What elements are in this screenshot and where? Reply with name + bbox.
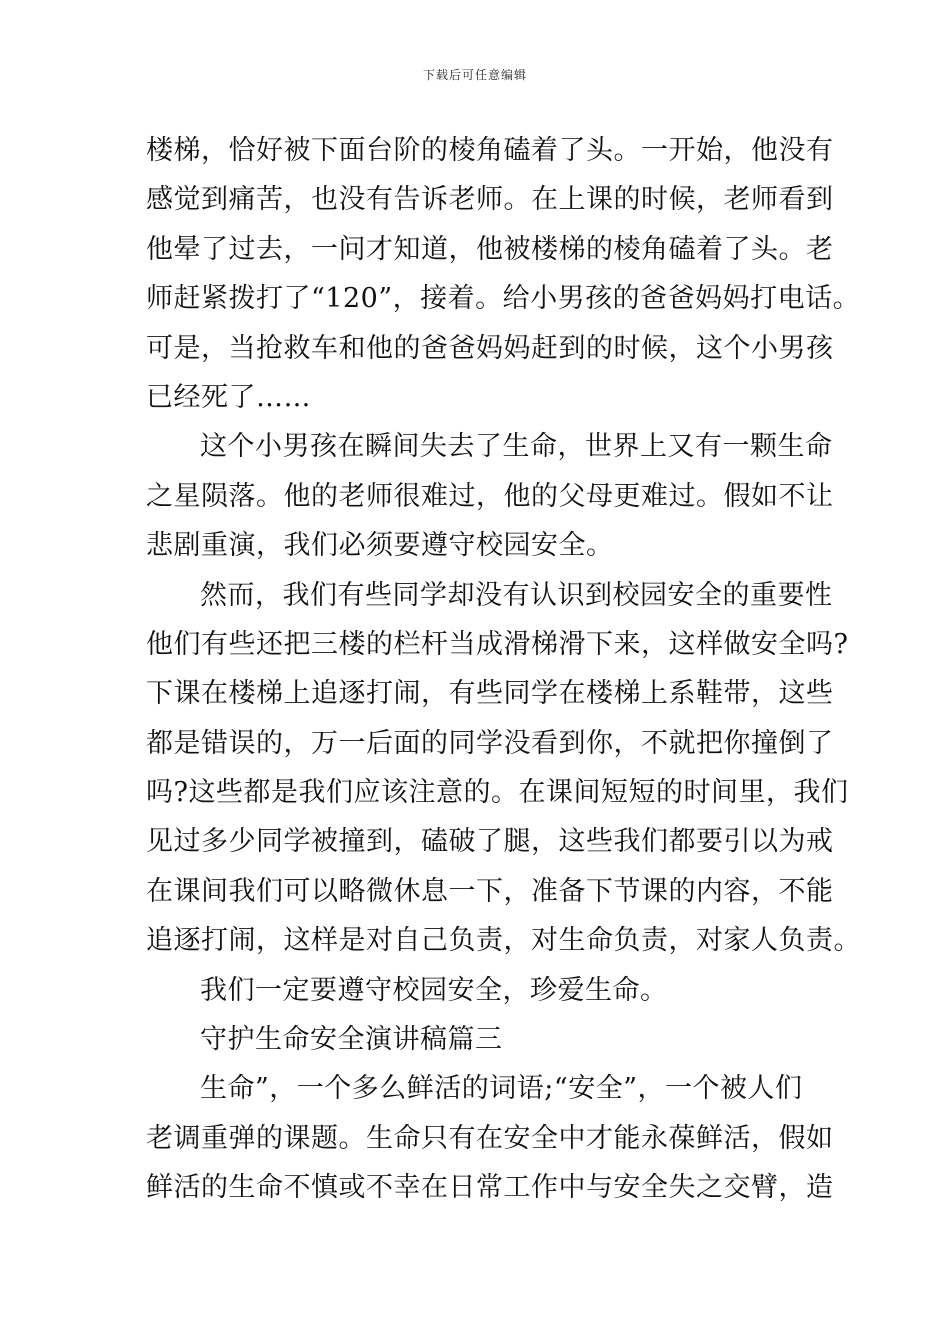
text-line: 他晕了过去，一问才知道，他被楼梯的棱角磕着了头。老 <box>146 233 834 265</box>
text-line: 之星陨落。他的老师很难过，他的父母更难过。假如不让 <box>146 480 834 512</box>
text-line: 鲜活的生命不慎或不幸在日常工作中与安全失之交臂，造 <box>146 1172 834 1204</box>
text-line: 在课间我们可以略微休息一下，准备下节课的内容，不能 <box>146 875 834 907</box>
text-line: 可是，当抢救车和他的爸爸妈妈赶到的时候，这个小男孩 <box>146 332 834 364</box>
text-line: 见过多少同学被撞到，磕破了腿，这些我们都要引以为戒 <box>146 826 834 858</box>
paragraph-start-line: 这个小男孩在瞬间失去了生命，世界上又有一颗生命 <box>200 431 833 463</box>
text-line: 感觉到痛苦，也没有告诉老师。在上课的时候，老师看到 <box>146 184 834 216</box>
page-header: 下载后可任意编辑 <box>422 68 527 82</box>
paragraph-start-line: 然而，我们有些同学却没有认识到校园安全的重要性 <box>200 579 833 611</box>
text-line: 下课在楼梯上追逐打闹，有些同学在楼梯上系鞋带，这些 <box>146 678 834 710</box>
paragraph-start-line: 生命”，一个多么鲜活的词语;“安全”，一个被人们 <box>200 1073 803 1105</box>
body-text <box>146 126 861 1213</box>
text-line: 追逐打闹，这样是对自己负责，对生命负责，对家人负责。 <box>146 925 861 957</box>
paragraph-start-line: 我们一定要遵守校园安全，珍爱生命。 <box>200 974 668 1006</box>
text-line: 师赶紧拨打了“120”，接着。给小男孩的爸爸妈妈打电话。 <box>146 283 861 315</box>
text-line: 已经死了…… <box>146 381 311 413</box>
text-line: 悲剧重演，我们必须要遵守校园安全。 <box>146 530 614 562</box>
section-heading: 守护生命安全演讲稿篇三 <box>200 1024 503 1056</box>
text-line: 老调重弹的课题。生命只有在安全中才能永葆鲜活，假如 <box>146 1122 834 1154</box>
text-line: 楼梯，恰好被下面台阶的棱角磕着了头。一开始，他没有 <box>146 135 834 166</box>
text-line: 都是错误的，万一后面的同学没看到你，不就把你撞倒了 <box>146 727 834 759</box>
text-line: 他们有些还把三楼的栏杆当成滑梯滑下来，这样做安全吗? <box>146 628 849 660</box>
text-line: 吗?这些都是我们应该注意的。在课间短短的时间里，我们 <box>146 777 849 809</box>
